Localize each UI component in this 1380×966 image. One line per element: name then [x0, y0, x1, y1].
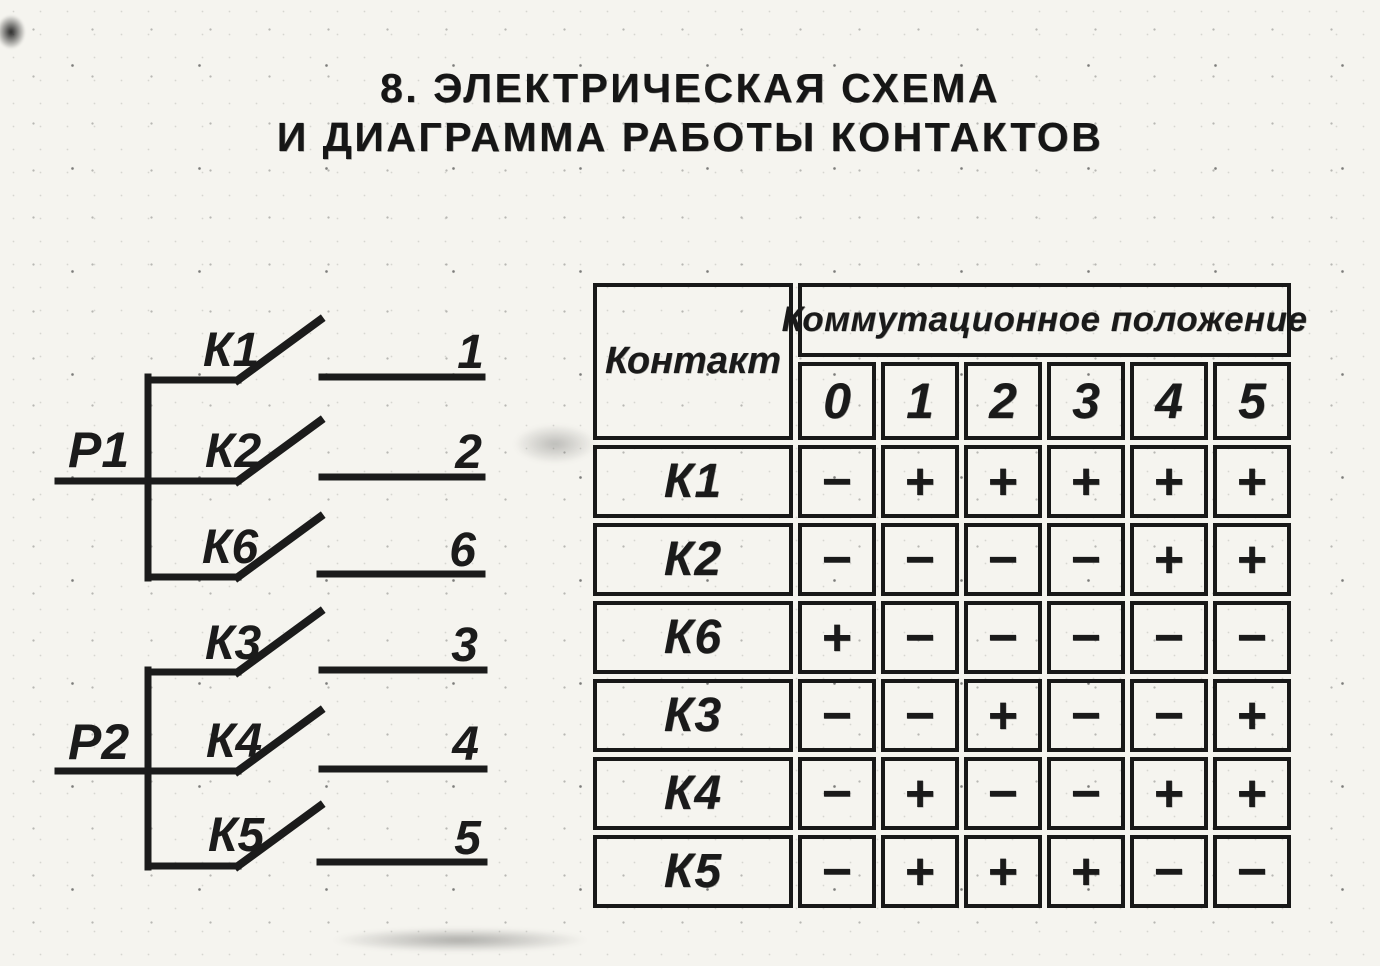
k5-pos4-value: −	[1130, 835, 1208, 908]
terminal-4-label: 4	[452, 718, 479, 771]
k2-pos5-value: +	[1213, 523, 1291, 596]
page-title-line2: И ДИАГРАММА РАБОТЫ КОНТАКТОВ	[276, 114, 1104, 160]
k1-pos0-value: −	[798, 445, 876, 518]
k2-pos3-value: −	[1047, 523, 1125, 596]
k5-pos1-value: +	[881, 835, 959, 908]
k4-pos0-value: −	[798, 757, 876, 830]
k1-pos4-value: +	[1130, 445, 1208, 518]
k4-pos1-value: +	[881, 757, 959, 830]
k5-pos2-value: +	[964, 835, 1042, 908]
k2-pos1-value: −	[881, 523, 959, 596]
k6-pos3-value: −	[1047, 601, 1125, 674]
table-row-k3-name: К3	[593, 679, 793, 752]
k6-label: К6	[202, 521, 259, 574]
k6-pos1-value: −	[881, 601, 959, 674]
k5-pos0-value: −	[798, 835, 876, 908]
k1-label: К1	[203, 324, 260, 377]
table-row-k5-name: К5	[593, 835, 793, 908]
k4-pos2-value: −	[964, 757, 1042, 830]
k6-pos0-value: +	[798, 601, 876, 674]
table-row-k2-name: К2	[593, 523, 793, 596]
table-row-k1-name: К1	[593, 445, 793, 518]
terminal-6-label: 6	[449, 524, 476, 577]
k4-pos3-value: −	[1047, 757, 1125, 830]
k3-pos5-value: +	[1213, 679, 1291, 752]
k5-label: К5	[208, 809, 265, 862]
k3-pos2-value: +	[964, 679, 1042, 752]
k3-label: К3	[205, 617, 262, 670]
k6-pos4-value: −	[1130, 601, 1208, 674]
contact-column-header: Контакт	[593, 283, 793, 440]
contact-operation-table	[593, 283, 1308, 908]
k6-pos2-value: −	[964, 601, 1042, 674]
p1-label: Р1	[68, 422, 130, 478]
k1-pos1-value: +	[881, 445, 959, 518]
terminal-2-label: 2	[455, 426, 482, 479]
p2-label: Р2	[68, 714, 130, 770]
page-title-line1: 8. ЭЛЕКТРИЧЕСКАЯ СХЕМА	[380, 65, 1000, 111]
k1-pos5-value: +	[1213, 445, 1291, 518]
k1-pos2-value: +	[964, 445, 1042, 518]
k4-label: К4	[206, 715, 263, 768]
terminal-3-label: 3	[451, 619, 478, 672]
switching-position-header: Коммутационное положение	[798, 283, 1291, 357]
k3-pos4-value: −	[1130, 679, 1208, 752]
k5-pos3-value: +	[1047, 835, 1125, 908]
k4-pos5-value: +	[1213, 757, 1291, 830]
position-label-4: 4	[1130, 362, 1208, 440]
k2-pos2-value: −	[964, 523, 1042, 596]
position-label-5: 5	[1213, 362, 1291, 440]
terminal-5-label: 5	[454, 812, 481, 865]
position-label-3: 3	[1047, 362, 1125, 440]
relay-group-p1	[58, 320, 484, 578]
k3-pos0-value: −	[798, 679, 876, 752]
k6-pos5-value: −	[1213, 601, 1291, 674]
k3-pos1-value: −	[881, 679, 959, 752]
k5-pos5-value: −	[1213, 835, 1291, 908]
k1-pos3-value: +	[1047, 445, 1125, 518]
k2-label: К2	[205, 425, 262, 478]
position-label-0: 0	[798, 362, 876, 440]
k2-pos0-value: −	[798, 523, 876, 596]
k4-pos4-value: +	[1130, 757, 1208, 830]
terminal-1-label: 1	[457, 326, 484, 379]
k2-pos4-value: +	[1130, 523, 1208, 596]
table-row-k4-name: К4	[593, 757, 793, 830]
position-label-1: 1	[881, 362, 959, 440]
position-label-2: 2	[964, 362, 1042, 440]
relay-group-p2	[58, 612, 484, 867]
k3-pos3-value: −	[1047, 679, 1125, 752]
table-row-k6-name: К6	[593, 601, 793, 674]
